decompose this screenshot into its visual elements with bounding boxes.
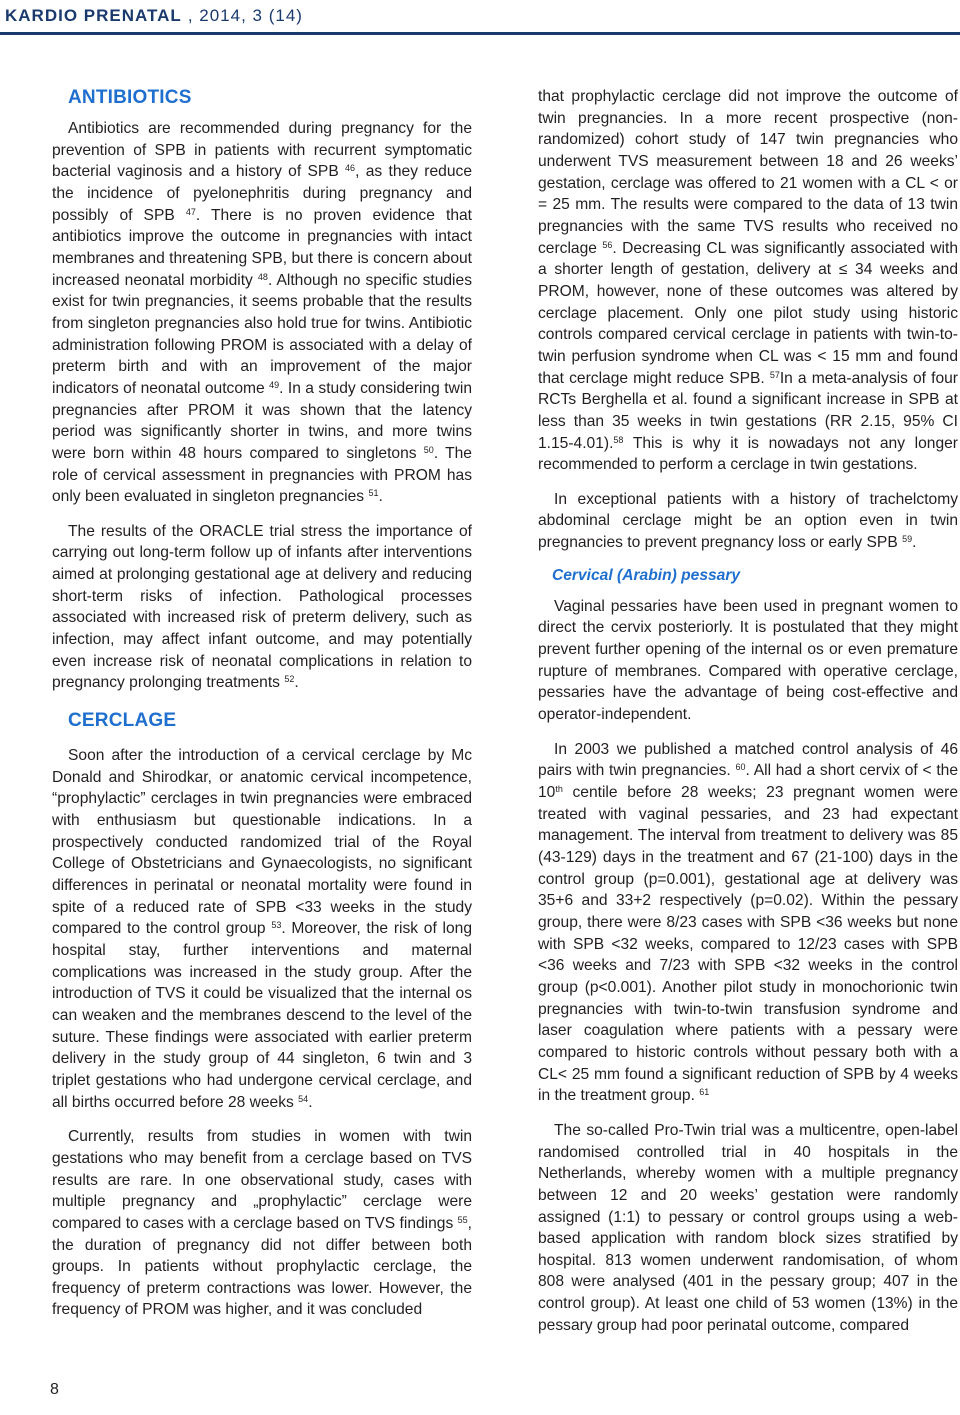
superscript-th: th xyxy=(555,784,563,795)
citation-50: 50 xyxy=(423,444,434,455)
cerclage-paragraph-4: In exceptional patients with a history of trachelctomy abdominal cerclage might be an option even in twin pregnancies to prevent pregnancy loss or early SPB $^{59}$. xyxy=(538,490,958,552)
antibiotics-heading: ANTIBIOTICS xyxy=(68,87,192,108)
journal-issue: , 2014, 3 (14) xyxy=(187,6,303,25)
antibiotics-paragraph-1: Antibiotics are recommended during pregnancy for the prevention of SPB in patients with recurrent symptomatic bacterial vaginosis and a history of SPB $^{46}$, as they reduce the incidence of pyelonephritis during pregnancy and possibly of SPB $^{47}$. There is no proven evidence that antibiotics improve the outcome in pregnancies with intact membranes and threatening SPB, but there is concern about increased neonatal morbidity $^{48}$. Although no specific studies exist for twin pregnancies, it seems probable that the results from singleton pregnancies also hold true for twins. Antibiotic administration following PROM is associated with a delay of preterm birth and with an improvement of the major indicators of neonatal outcome $^{49}$. In a study considering twin pregnancies after PROM it was shown that the latency period was significantly shorter in twins, and more twins were born within 48 hours compared to singletons $^{50}$. The role of cervical assessment in pregnancies with PROM has only been evaluated in singleton pregnancies $^{51}$. xyxy=(52,120,472,506)
citation-54: 54 xyxy=(298,1093,309,1104)
pessary-paragraph-3: The so-called Pro-Twin trial was a multicentre, open-label randomised controlled trial in 40 hospitals in the Netherlands, whereby women with a multiple pregnancy between 12 and 20 weeks’ gestation were randomly assigned (1:1) to pessary or control groups using a web-based application with random block sizes stratified by hospital. 813 women underwent randomisation, of whom 808 were analysed (401 in the pessary group; 407 in the control group). At least one child of 53 women (13%) in the pessary group had poor perinatal outcome, compared xyxy=(538,1121,958,1334)
citation-53: 53 xyxy=(271,920,282,931)
journal-name: KARDIO PRENATAL xyxy=(5,6,182,25)
page-number: 8 xyxy=(50,1381,59,1398)
citation-46: 46 xyxy=(345,163,356,174)
citation-49: 49 xyxy=(269,379,280,390)
citation-52: 52 xyxy=(284,674,295,685)
citation-57: 57 xyxy=(769,369,780,380)
running-header xyxy=(0,0,960,32)
left-column xyxy=(52,86,472,1321)
citation-56: 56 xyxy=(602,239,613,250)
citation-59: 59 xyxy=(902,534,913,545)
pessary-heading: Cervical (Arabin) pessary xyxy=(552,566,741,584)
antibiotics-paragraph-2: The results of the ORACLE trial stress the importance of carrying out long-term follow up of infants after interventions aimed at prolonging gestational age at delivery and reducing short-term risks of infection. Pathological processes associated with increased risk of preterm delivery, such as infection, may affect infant outcome, and may potentially even increase risk of neonatal complications in relation to pregnancy prolonging treatments $^{52}$. xyxy=(52,522,472,692)
cerclage-paragraph-1: Soon after the introduction of a cervical cerclage by Mc Donald and Shirodkar, or anatomic cervical incompetence, “prophylactic” cerclages in twin pregnancies were embraced with enthusiasm but questionable indications. In a prospectively conducted randomized trial of the Royal College of Obstetricians and Gynaecologists, no significant differences in perinatal or neonatal mortality were found in spite of a reduced rate of SPB <33 weeks in the study compared to the control group $^{53}$. Moreover, the risk of long hospital stay, further interventions and maternal complications was increased in the study group. After the introduction of TVS it could be visualized that the internal os can weaken and the membranes descend to the level of the suture. These findings were associated with earlier preterm delivery in the study group of 44 singleton, 6 twin and 3 triplet gestations who had undergone cervical cerclage, and all births occurred before 28 weeks $^{54}$. xyxy=(52,747,473,1111)
citation-51: 51 xyxy=(368,488,379,499)
citation-48: 48 xyxy=(257,271,268,282)
pessary-paragraph-2: In 2003 we published a matched control analysis of 46 pairs with twin pregnancies. $^{60}$. All had a short cervix of < the 10th centile before 28 weeks; 23 pregnant women were treated with vaginal pessaries, and 23 had expectant management. The interval from treatment to delivery was 85 (43-129) days in the treatment and 67 (21-100) days in the control group (p=0.001), gestational age at delivery was 35+6 and 33+2 respectively (p=0.02). Within the pessary group, there were 8/23 cases with SPB <36 weeks but none with SPB <32 weeks, compared to 12/23 cases with SPB <36 weeks and 7/23 with SPB <32 weeks in the control group (p<0.001). Another pilot study in monochorionic twin pregnancies with twin-to-twin transfusion syndrome and laser coagulation where patients with a pessary were compared to historic controls without pessary both with a CL< 25 mm found a significant reduction of SPB by 4 weeks in the treatment group. $^{61}$ xyxy=(538,740,959,1105)
cerclage-heading: CERCLAGE xyxy=(68,710,177,732)
pessary-paragraph-1: Vaginal pessaries have been used in pregnant women to direct the cervix posteriorly. It is postulated that they might prevent further opening of the internal os or even premature rupture of membranes. Compared with operative cerclage, pessaries have the advantage of being cost-effective and operator-independent. xyxy=(538,597,958,724)
citation-60: 60 xyxy=(735,762,746,773)
cerclage-paragraph-3: that prophylactic cerclage did not improve the outcome of twin pregnancies. In a more recent prospective (non-randomized) cohort study of 147 twin pregnancies who underwent TVS measurement between 18 and 26 weeks’ gestation, cerclage was offered to 21 women with a CL < or = 25 mm. The results were compared to the data of 13 twin pregnancies with the same TVS results who received no cerclage $^{56}$. Decreasing CL was significantly associated with a shorter length of gestation, delivery at ≤ 34 weeks and PROM, however, none of these outcomes was altered by cerclage placement. Only one pilot study using historic controls compared cervical cerclage in patients with twin-to-twin perfusion syndrome when CL was < 15 mm and found that cerclage might reduce SPB. $^{57}$In a meta-analysis of four RCTs Berghella et al. found a significant increase in SPB at less than 35 weeks in twin gestations (RR 2.15, 95% CI 1.15-4.01).$^{58}$ This is why it is nowadays not any longer recommended to perform a cerclage in twin gestations. xyxy=(538,88,959,474)
citation-55: 55 xyxy=(457,1214,468,1225)
citation-58: 58 xyxy=(613,434,624,445)
citation-47: 47 xyxy=(185,206,196,217)
cerclage-paragraph-2: Currently, results from studies in women with twin gestations who may benefit from a cerclage based on TVS results are rare. In one observational study, cases with multiple pregnancy and „prophylactic” cerclage were compared to cases with a cerclage based on TVS findings $^{55}$, the duration of pregnancy did not differ between both groups. In patients without prophylactic cerclage, the frequency of preterm contractions was lower. However, the frequency of PROM was higher, and it was concluded xyxy=(52,1128,472,1319)
right-column xyxy=(538,86,958,1336)
citation-61: 61 xyxy=(699,1087,710,1098)
header-rule xyxy=(0,32,960,35)
